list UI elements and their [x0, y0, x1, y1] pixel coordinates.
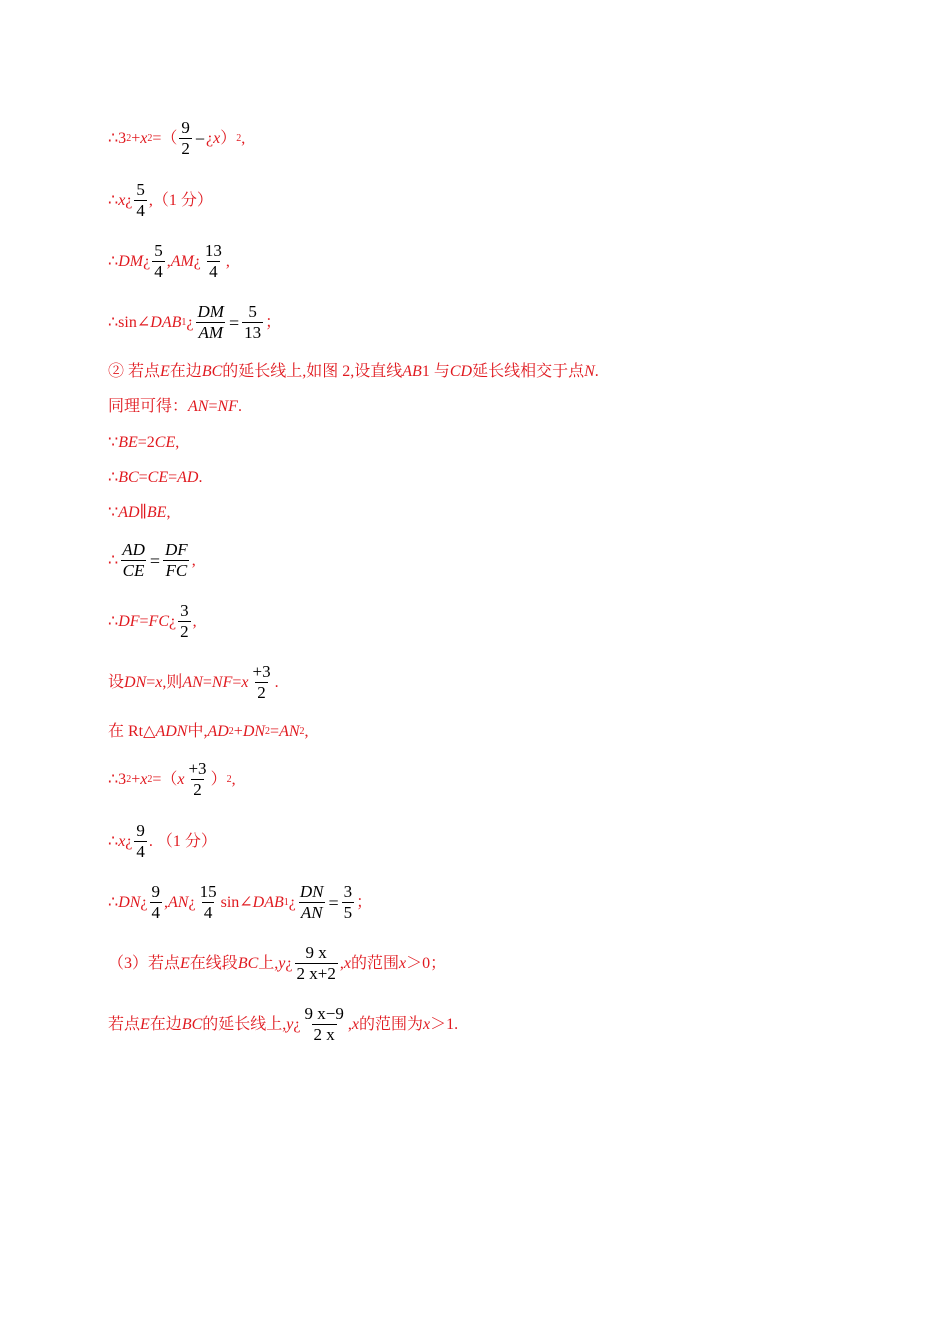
variable: x: [213, 129, 221, 147]
text: .: [274, 673, 279, 691]
denominator: 2: [193, 780, 202, 799]
text: ② 若点: [108, 363, 161, 380]
text: 设: [108, 673, 125, 691]
angle-label: DAB: [150, 313, 182, 331]
numerator: 5: [154, 241, 163, 260]
text: ¿: [285, 954, 293, 972]
numerator: 3: [343, 882, 353, 901]
text: 在边: [169, 363, 202, 380]
denominator: 4: [151, 903, 161, 922]
text: ¿: [288, 893, 296, 911]
line-14: ∴3 2 + x 2 =（ x $\frac{+3}{2}$ ） 2 ,: [108, 759, 236, 799]
line-9: [108, 503, 170, 523]
score-note: ,（1 分）: [148, 191, 213, 209]
segment-label: CE: [154, 434, 176, 451]
text: .: [198, 469, 203, 486]
text: ¿: [140, 893, 148, 911]
variable: x: [343, 954, 351, 972]
text: ¿: [186, 313, 194, 331]
numerator: 3: [180, 601, 189, 620]
line-17: [108, 943, 446, 984]
text: =: [139, 612, 149, 630]
point-label: E: [140, 1015, 150, 1033]
numerator: 5: [248, 302, 257, 321]
text: 的范围: [350, 954, 399, 972]
numerator: DM: [197, 302, 224, 321]
segment-label: NF: [211, 673, 233, 691]
denominator: AN: [300, 903, 323, 922]
variable: x: [351, 1015, 359, 1033]
variable: x: [118, 832, 126, 850]
line-2: [108, 180, 213, 221]
therefore-text: ∴: [108, 612, 119, 630]
parallel-sign: ∥: [139, 504, 147, 521]
fraction: [195, 302, 225, 343]
fraction: [179, 118, 192, 159]
text: ,: [164, 893, 169, 911]
text: =: [270, 723, 280, 740]
text: 的范围为: [358, 1015, 423, 1033]
numerator: DF: [165, 540, 188, 559]
fraction: [150, 882, 163, 923]
line-label: AB: [402, 363, 422, 380]
fraction: [163, 540, 190, 581]
text: ,: [166, 504, 171, 521]
line-7: [108, 433, 179, 453]
segment-label: AD: [118, 504, 140, 521]
point-label: N: [584, 363, 595, 380]
segment-label: DN: [242, 723, 266, 740]
numerator: 9: [151, 882, 161, 901]
denominator: 2: [180, 622, 189, 641]
fraction: [120, 540, 147, 581]
text: 中,: [187, 723, 208, 740]
text: ¿: [206, 129, 214, 147]
segment-label: BC: [237, 954, 259, 972]
text: ；: [265, 313, 282, 331]
text: ,: [175, 434, 180, 451]
denominator: FC: [165, 561, 188, 580]
denominator: 2: [257, 683, 266, 702]
segment-label: CD: [449, 363, 473, 380]
text: ,: [231, 770, 236, 788]
sin-angle-text: sin∠: [220, 893, 253, 911]
angle-label: DAB: [252, 893, 284, 911]
segment-label: AN: [182, 673, 203, 691]
text: +: [131, 770, 141, 788]
text: ,则: [162, 673, 183, 691]
therefore-text: ∴3: [108, 129, 127, 147]
fraction: [298, 882, 326, 923]
numerator: +3: [188, 759, 207, 778]
variable: x: [140, 129, 148, 147]
text: ）: [210, 770, 227, 788]
text: ,: [304, 723, 309, 740]
segment-label: DF: [118, 612, 140, 630]
text: 延长线相交于点: [472, 363, 585, 380]
text: =2: [137, 434, 155, 451]
therefore-text: ∴: [108, 252, 119, 270]
text: ,: [192, 612, 197, 630]
segment-label: CE: [147, 469, 169, 486]
text: ¿: [188, 893, 196, 911]
text: .: [594, 363, 599, 380]
line-6: [108, 397, 242, 417]
therefore-text: ∴: [108, 191, 119, 209]
line-18: [108, 1004, 458, 1045]
fraction: [198, 882, 219, 923]
text: 的延长线上,如图 2,设直线: [222, 363, 403, 380]
text: ＞1.: [430, 1015, 459, 1033]
segment-label: AN: [279, 723, 300, 740]
denominator: 13: [244, 323, 262, 342]
denominator: 4: [136, 842, 145, 861]
fraction: [342, 882, 355, 923]
denominator: CE: [122, 561, 145, 580]
part-label: （3）若点: [108, 954, 181, 972]
text: ¿: [193, 252, 201, 270]
fraction: [134, 180, 147, 221]
denominator: 2: [181, 139, 190, 158]
denominator: 2 x+2: [296, 964, 336, 983]
numerator: 9: [136, 821, 145, 840]
denominator: 2 x: [313, 1025, 335, 1044]
fraction: [152, 241, 165, 282]
equals-sign: =: [328, 892, 339, 913]
denominator: 4: [136, 201, 145, 220]
text: +: [131, 129, 141, 147]
text: 的延长线上,: [202, 1015, 287, 1033]
variable: x: [177, 770, 185, 788]
text: 若点: [108, 1015, 141, 1033]
segment-label: BC: [181, 1015, 203, 1033]
line-1: ∴3 2 + x 2 =（ $\frac{9}{2}$ − ¿ x ） 2 ,: [108, 118, 246, 158]
numerator: +3: [252, 662, 271, 681]
line-5: [108, 362, 599, 382]
segment-label: FC: [148, 612, 169, 630]
fraction: [203, 241, 224, 282]
fraction: [186, 759, 208, 800]
text: =: [168, 469, 178, 486]
therefore-text: ∴: [108, 469, 119, 486]
triangle-label: ADN: [155, 723, 188, 740]
text: ¿: [125, 191, 133, 209]
line-12: [108, 662, 279, 703]
variable: x: [422, 1015, 431, 1033]
numerator: DN: [299, 882, 324, 901]
segment-label: AN: [168, 893, 189, 911]
therefore-text: ∴: [108, 893, 119, 911]
denominator: 5: [343, 903, 353, 922]
text: 在线段: [189, 954, 238, 972]
text: ,: [191, 551, 196, 569]
text: ）: [220, 129, 237, 147]
minus-sign: −: [194, 128, 206, 149]
because-text: ∵: [108, 434, 119, 451]
text: ＞0；: [406, 954, 447, 972]
segment-label: AD: [177, 469, 199, 486]
text: .: [237, 398, 242, 415]
text: =（: [152, 129, 178, 147]
fraction: [250, 662, 272, 703]
equals-sign: =: [149, 550, 161, 571]
denominator: 4: [209, 262, 218, 281]
numerator: AD: [122, 540, 145, 559]
text: ,: [166, 252, 171, 270]
text: ,: [347, 1015, 352, 1033]
text: =: [138, 469, 148, 486]
text: =: [208, 398, 218, 415]
variable: x: [241, 673, 249, 691]
variable: y: [278, 954, 286, 972]
text: ,: [225, 252, 230, 270]
point-label: E: [160, 363, 170, 380]
numerator: 13: [204, 241, 222, 260]
segment-label: DN: [118, 893, 141, 911]
segment-label: BE: [118, 434, 138, 451]
text: ；: [356, 893, 373, 911]
line-11: [108, 601, 197, 642]
therefore-text: ∴: [108, 551, 119, 569]
fraction: [178, 601, 191, 642]
therefore-text: ∴: [108, 832, 119, 850]
segment-label: BC: [118, 469, 139, 486]
text: 1 与: [421, 363, 450, 380]
line-13: 在 Rt△ ADN 中, AD 2 + DN 2 = AN 2 ,: [108, 723, 309, 740]
line-16: ∴ DN ¿ $\frac{9}{4}$ , AN ¿ $\frac{15}{4}$ sin∠ DAB 1 ¿ $\frac{DN}{AN}$ = $\frac{3}{5}$ ；: [108, 882, 373, 922]
numerator: 9 x−9: [304, 1004, 344, 1023]
text: +: [233, 723, 243, 740]
equals-sign: =: [228, 312, 240, 333]
variable: x: [398, 954, 407, 972]
line-15: [108, 821, 217, 862]
sin-angle-text: ∴sin∠: [108, 313, 151, 331]
fraction: [242, 302, 263, 343]
segment-label: AM: [170, 252, 194, 270]
therefore-text: ∴3: [108, 770, 127, 788]
point-label: E: [180, 954, 190, 972]
denominator: AM: [198, 323, 223, 342]
text: =: [202, 673, 212, 691]
segment-label: NF: [217, 398, 238, 415]
variable: x: [118, 191, 126, 209]
denominator: 4: [203, 903, 213, 922]
line-4: ∴sin∠ DAB 1 ¿ $\frac{DM}{AM}$ = $\frac{5}{13}$ ；: [108, 302, 282, 342]
segment-label: DM: [118, 252, 144, 270]
fraction: [303, 1004, 346, 1045]
variable: y: [286, 1015, 294, 1033]
fraction: [295, 943, 338, 984]
line-10: [108, 540, 196, 581]
text: 上,: [258, 954, 279, 972]
text: =: [232, 673, 242, 691]
variable: x: [155, 673, 163, 691]
numerator: 5: [136, 180, 145, 199]
numerator: 15: [199, 882, 217, 901]
text: ¿: [143, 252, 151, 270]
variable: x: [140, 770, 148, 788]
segment-label: DN: [124, 673, 147, 691]
because-text: ∵: [108, 504, 119, 521]
text: ¿: [125, 832, 133, 850]
segment-label: BE: [146, 504, 167, 521]
numerator: 9 x: [305, 943, 327, 962]
text: 同理可得：: [108, 398, 189, 415]
numerator: 9: [181, 118, 190, 137]
text: 在 Rt△: [108, 723, 156, 740]
text: =: [146, 673, 156, 691]
score-note: . （1 分）: [148, 832, 217, 850]
text: ,: [339, 954, 344, 972]
text: ,: [241, 129, 246, 147]
fraction: [134, 821, 147, 862]
segment-label: AD: [207, 723, 229, 740]
text: 在边: [149, 1015, 182, 1033]
segment-label: AN: [188, 398, 209, 415]
text: =（: [152, 770, 178, 788]
denominator: 4: [154, 262, 163, 281]
line-8: [108, 468, 202, 488]
line-3: [108, 241, 230, 282]
text: ¿: [293, 1015, 301, 1033]
segment-label: BC: [201, 363, 223, 380]
text: ¿: [169, 612, 177, 630]
